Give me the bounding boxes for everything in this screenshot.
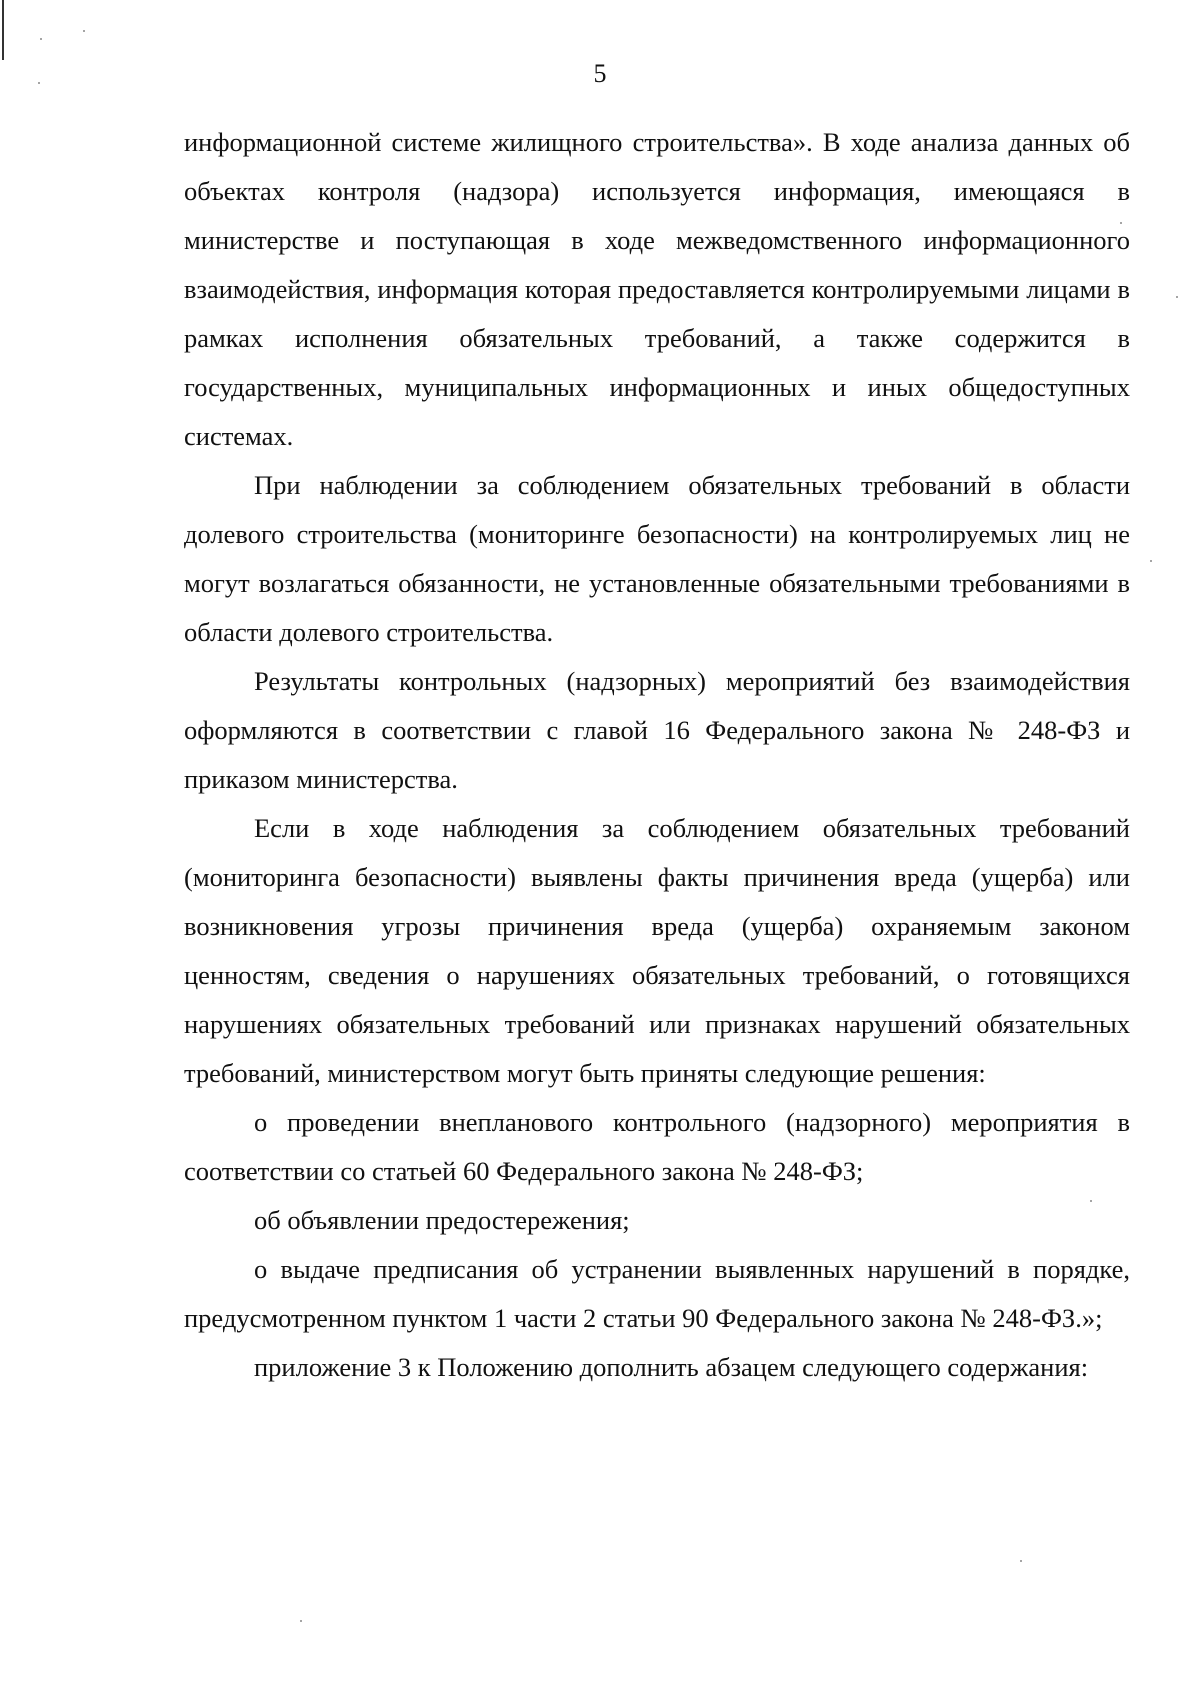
scan-speck: [1020, 1560, 1022, 1562]
scan-speck: [300, 1620, 302, 1622]
paragraph-2: При наблюдении за соблюдением обязательных требований в области долевого строительства (мониторинге безопасности) на контролируемых лиц не могут возлагаться обязанности, не установленные обязательными требованиями в области долевого строительства.: [184, 470, 1130, 647]
document-body: [184, 118, 1130, 1392]
scan-edge-mark: [2, 0, 4, 60]
scan-speck: [1176, 296, 1178, 298]
paragraph-5: о проведении внепланового контрольного (надзорного) мероприятия в соответствии со статьей 60 Федерального закона № 248-ФЗ;: [184, 1107, 1130, 1186]
scan-speck: [40, 38, 42, 40]
paragraph-1: информационной системе жилищного строительства». В ходе анализа данных об объектах контроля (надзора) используется информация, имеющаяся в министерстве и поступающая в ходе межведомственного информационного взаимодействия, информация которая предоставляется контролируемыми лицами в рамках исполнения обязательных требований, а также содержится в государственных, муниципальных информационных и иных общедоступных системах.: [184, 127, 1130, 451]
paragraph-6: об объявлении предостережения;: [254, 1205, 630, 1235]
paragraph-7: о выдаче предписания об устранении выявленных нарушений в порядке, предусмотренном пунктом 1 части 2 статьи 90 Федерального закона № 248-ФЗ.»;: [184, 1254, 1130, 1333]
scan-speck: [1090, 1200, 1092, 1202]
page-number: 5: [593, 59, 607, 88]
scan-speck: [83, 30, 85, 32]
paragraph-4: Если в ходе наблюдения за соблюдением обязательных требований (мониторинга безопасности) выявлены факты причинения вреда (ущерба) или возникновения угрозы причинения вреда (ущерба) охраняемым законом ценностям, сведения о нарушениях обязательных требований, о готовящихся нарушениях обязательных требований или признаках нарушений обязательных требований, министерством могут быть приняты следующие решения:: [184, 813, 1130, 1088]
scan-speck: [1150, 560, 1152, 562]
paragraph-3: Результаты контрольных (надзорных) мероприятий без взаимодействия оформляются в соответствии с главой 16 Федерального закона № 248-ФЗ и приказом министерства.: [184, 666, 1130, 794]
scan-speck: [38, 82, 40, 84]
scan-speck: [1120, 222, 1122, 224]
paragraph-8: приложение 3 к Положению дополнить абзацем следующего содержания:: [254, 1352, 1089, 1382]
